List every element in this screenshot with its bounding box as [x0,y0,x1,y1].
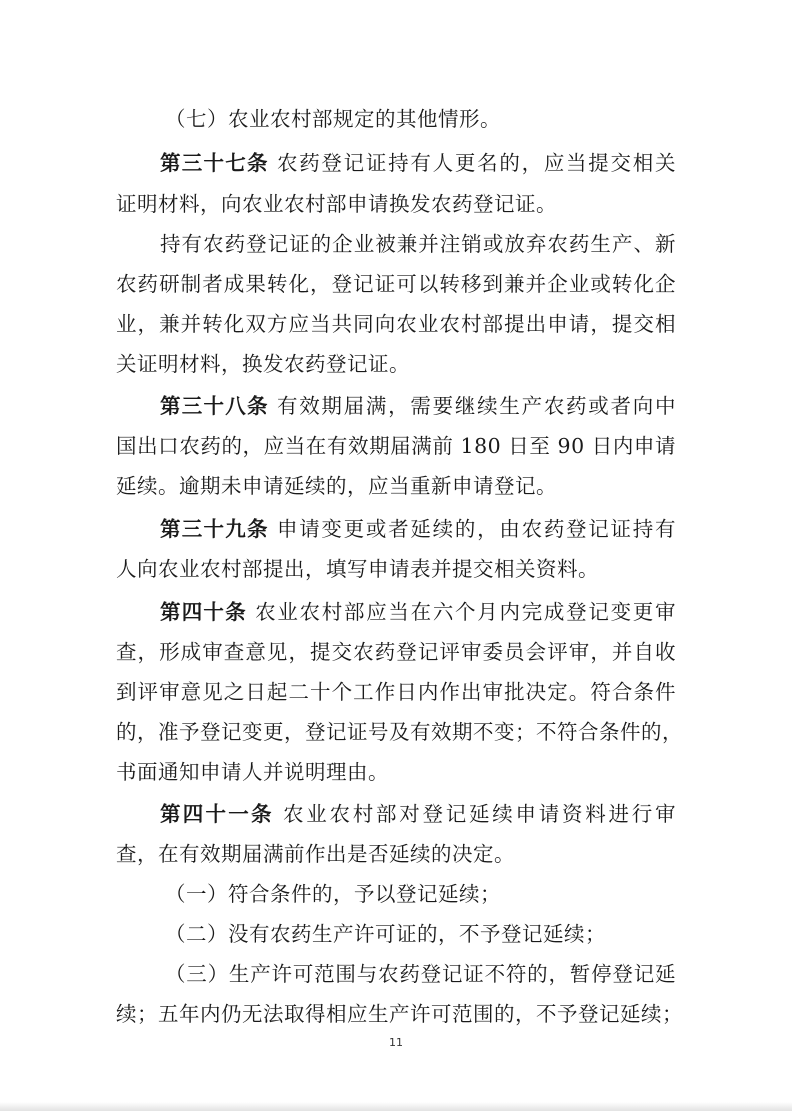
text-line [160,796,676,832]
text-line [116,996,683,1032]
text-span: （三）生产许可范围与农药登记证不符的，暂停登记延 [165,962,676,986]
text-span: 国出口农药的，应当在有效期届满前 180 日至 90 日内申请 [116,434,676,458]
text-span: 延续。逾期未申请延续的，应当重新申请登记。 [116,474,557,498]
text-line [165,876,676,912]
text-line [160,226,676,262]
text-line [116,266,676,302]
text-line [116,674,676,710]
article-heading: 第三十八条 [160,394,269,418]
text-span: 证明材料，向农业农村部申请换发农药登记证。 [116,192,557,216]
article-heading: 第三十九条 [160,517,269,541]
text-line [160,388,676,424]
text-line [160,145,676,181]
text-line [116,714,683,750]
text-line [116,634,676,670]
text-span: 的，准予登记变更，登记证号及有效期不变；不符合条件的， [116,720,683,744]
text-span: 查，在有效期届满前作出是否延续的决定。 [116,842,515,866]
text-span: （二）没有农药生产许可证的，不予登记延续； [165,922,606,946]
text-line [160,511,676,547]
text-line [116,754,676,790]
page-number: 11 [389,1036,403,1049]
text-span: 有效期届满，需要继续生产农药或者向中 [268,394,677,418]
text-span: 农药研制者成果转化，登记证可以转移到兼并企业或转化企 [116,272,676,296]
text-line [116,836,676,872]
text-span: 到评审意见之日起二十个工作日内作出审批决定。符合条件 [116,680,676,704]
text-span: 申请变更或者延续的，由农药登记证持有 [268,517,677,541]
text-span: 人向农业农村部提出，填写申请表并提交相关资料。 [116,557,599,581]
text-line [116,186,676,222]
article-heading: 第三十七条 [160,151,269,175]
text-line [165,101,676,137]
text-span: 农业农村部对登记延续申请资料进行审 [273,802,677,826]
text-span: 书面通知申请人并说明理由。 [116,760,389,784]
text-line [116,551,676,587]
text-span: 查，形成审查意见，提交农药登记评审委员会评审，并自收 [116,640,676,664]
text-line [160,594,676,630]
text-span: 业，兼并转化双方应当共同向农业农村部提出申请，提交相 [116,312,676,336]
text-line [116,468,676,504]
text-line [116,306,676,342]
scan-edge-shadow [0,1102,792,1111]
text-line [116,346,676,382]
text-span: 农药登记证持有人更名的，应当提交相关 [268,151,677,175]
text-span: （一）符合条件的，予以登记延续； [165,882,501,906]
text-span: 续；五年内仍无法取得相应生产许可范围的，不予登记延续； [116,1002,683,1026]
text-span: 农业农村部应当在六个月内完成登记变更审 [246,600,677,624]
text-line [116,428,676,464]
text-line [165,916,676,952]
text-line [165,956,676,992]
text-span: （七）农业农村部规定的其他情形。 [165,107,501,131]
article-heading: 第四十一条 [160,802,274,826]
text-span: 持有农药登记证的企业被兼并注销或放弃农药生产、新 [160,232,676,256]
article-heading: 第四十条 [160,600,247,624]
text-span: 关证明材料，换发农药登记证。 [116,352,410,376]
